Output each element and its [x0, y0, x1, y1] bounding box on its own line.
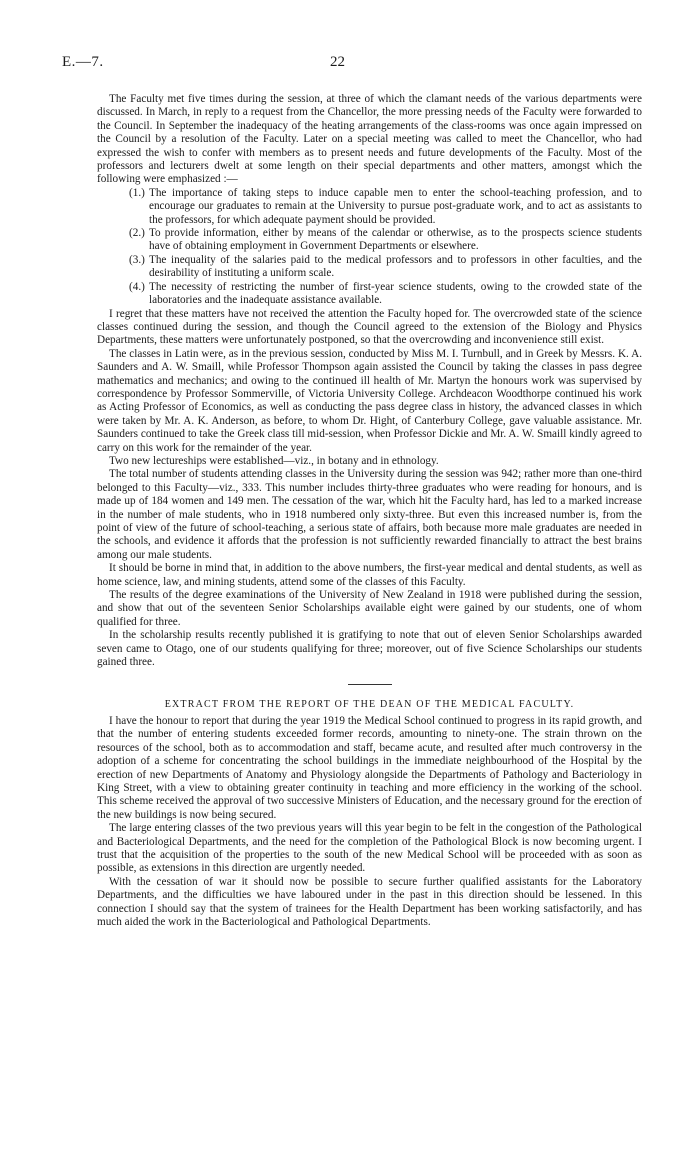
page-reference: E.—7. [62, 54, 104, 70]
section-divider [348, 684, 392, 685]
list-item [129, 254, 642, 281]
list-item-number: (4.) [129, 280, 145, 293]
page-number: 22 [330, 54, 345, 70]
list-item-number: (3.) [129, 253, 145, 266]
list-item-text: The inequality of the salaries paid to the medical professors and to professors in other faculties, and the desirability of instituting a uniform scale. [149, 253, 642, 280]
paragraph: The results of the degree examinations of the University of New Zealand in 1918 were published during the session, and show that out of the seventeen Senior Scholarships available eight were gained by our students, one of whom qualified for three. [97, 589, 642, 628]
list-item [129, 187, 642, 227]
section-heading: EXTRACT FROM THE REPORT OF THE DEAN OF THE MEDICAL FACULTY. [164, 699, 575, 711]
paragraph: I regret that these matters have not received the attention the Faculty hoped for. The overcrowded state of the science classes continued during the session, and though the Council agreed to the extension of the Biology and Physics Departments, these matters were unfortunately postponed, so that the overcrowding and inconvenience still exist. [97, 307, 642, 347]
paragraph: It should be borne in mind that, in addition to the above numbers, the first-year medical and dental students, as well as home science, law, and mining students, attend some of the classes of this Faculty. [97, 562, 642, 588]
paragraph: Two new lectureships were established—viz., in botany and in ethnology. [109, 454, 439, 467]
list-item [129, 281, 642, 308]
list-item-number: (1.) [129, 186, 145, 199]
paragraph: The total number of students attending classes in the University during the session was 942; rather more than one-third belonged to this Faculty—viz., 333. This number includes thirty-three graduates who were reading for honours, and is made up of 184 women and 149 men. The cessation of the war, which hit the Faculty hard, has led to a marked increase in the number of male students, who in 1918 numbered only sixty-three. But even this increased number is, from the point of view of the future of school-teaching, a serious state of affairs, both because more male graduates are needed in the schools, and evidence it affords that the profession is not sufficiently rewarded financially to attract the best brains among our male students. [97, 468, 642, 561]
paragraph: In the scholarship results recently published it is gratifying to note that out of eleven Senior Scholarships awarded seven came to Otago, one of our students qualifying for three; moreover, out of five Science Scholarships our students gained three. [97, 629, 642, 669]
list-item-text: To provide information, either by means of the calendar or otherwise, as to the prospects science students have of obtaining employment in Government Departments or elsewhere. [149, 227, 642, 253]
list-item-text: The necessity of restricting the number of first-year science students, owing to the crowded state of the laboratories and the inadequate assistance available. [149, 280, 642, 307]
paragraph: The large entering classes of the two previous years will this year begin to be felt in the congestion of the Pathological and Bacteriological Departments, and the need for the completion of the Pathological Block is now becoming urgent. I trust that the acquisition of the properties to the south of the new Medical School will be proceeded with as soon as possible, as extensions in this direction are urgently needed. [97, 822, 642, 875]
paragraph: I have the honour to report that during the year 1919 the Medical School continued to progress in its rapid growth, and that the number of entering students exceeded former records, amounting to ninety-one. The strain thrown on the resources of the school, both as to accommodation and staff, became acute, and resulted after much controversy in the adoption of a scheme for concentrating the school buildings in the immediate neighbourhood of the Hospital by the erection of new Departments of Anatomy and Physiology alongside the Departments of Pathology and Bacteriology in King Street, with a view to obtaining greater continuity in teaching and more efficiency in the working of the school. This scheme received the approval of two successive Ministers of Education, and the necessary ground for the erection of the new buildings is now being secured. [97, 714, 642, 821]
list-item [129, 227, 642, 254]
paragraph: The Faculty met five times during the session, at three of which the clamant needs of the various departments were discussed. In March, in reply to a request from the Chancellor, the more pressing needs of the Faculty were forwarded to the Council. In September the inadequacy of the heating arrangements of the class-rooms was once again impressed on the Council by a resolution of the Faculty. Later on a special meeting was called to meet the Chancellor, who had expressed the wish to confer with members as to present needs and future developments of the Faculty. Most of the professors and lecturers dwelt at some length on their special departments and other matters, amongst which the following were emphasized :— [97, 93, 642, 186]
report-text [97, 93, 642, 929]
list-item-text: The importance of taking steps to induce capable men to enter the school-teaching profession, and to encourage our graduates to remain at the University to pursue post-graduate work, and to act as assistants to the professors, for which adequate payment should be provided. [149, 186, 642, 226]
paragraph: The classes in Latin were, as in the previous session, conducted by Miss M. I. Turnbull, and in Greek by Messrs. K. A. Saunders and A. W. Smaill, while Professor Thompson again assisted the Council by taking the classes in pass degree mathematics and mechanics; and owing to the continued ill health of Mr. Martyn the honours work was supervised by correspondence by Professor Sommerville, of Victoria University College. Archdeacon Woodthorpe continued his work as Acting Professor of Economics, as well as conducting the pass degree class in history, the advanced classes in which were taken by Mr. A. K. Anderson, as before, to whom Dr. Hight, of Canterbury College, gave valuable assistance. Mr. Saunders continued to take the Greek class till mid-session, when Professor Dickie and Mr. A. W. Smaill kindly agreed to carry on this work for the remainder of the year. [97, 347, 642, 454]
list-item-number: (2.) [129, 227, 145, 240]
paragraph: With the cessation of war it should now be possible to secure further qualified assistants for the Laboratory Departments, and the difficulties we have laboured under in the past in this direction should be lessened. In this connection I should say that the system of trainees for the Health Department has been working satisfactorily, and has much aided the work in the Bacteriological and Pathological Departments. [97, 875, 642, 928]
